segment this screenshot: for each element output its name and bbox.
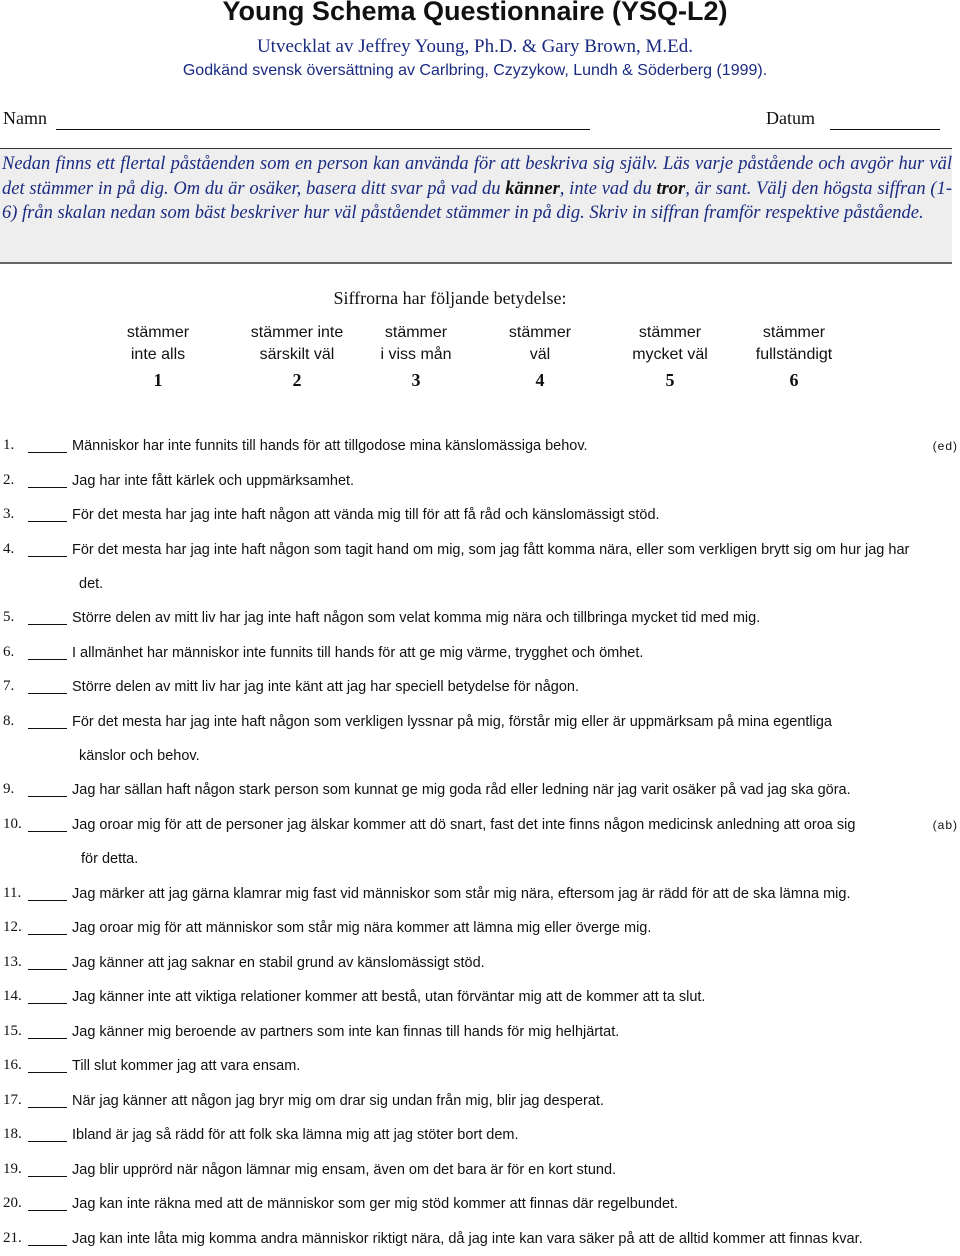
question-number: 15. (3, 1023, 22, 1039)
question-number: 20. (3, 1195, 22, 1211)
question-number: 5. (3, 609, 15, 625)
instructions-text: , är sant. Välj den högsta siffran (1-6) från skalan nedan som bäst beskriver hur väl påståendet stämmer in på dig. Skriv in siffran framför respektive påstående. (2, 178, 953, 223)
answer-blank[interactable] (28, 796, 67, 797)
scale-option (120, 322, 196, 391)
question-text: Jag har inte fått kärlek och uppmärksamhet. (72, 473, 355, 489)
scale-option-number: 5 (665, 370, 675, 390)
question-text: I allmänhet har människor inte funnits till hands för att ge mig värme, trygghet och ömhet. (72, 645, 644, 661)
date-label: Datum (766, 108, 815, 128)
answer-blank[interactable] (28, 969, 67, 970)
question-number: 4. (3, 541, 15, 557)
question-number: 19. (3, 1161, 22, 1177)
scale-option-line1: stämmer inte (250, 324, 344, 341)
instructions-text: , inte vad du (559, 178, 657, 199)
translation-line: Godkänd svensk översättning av Carlbring, Czyzykow, Lundh & Söderberg (1999). (182, 62, 768, 79)
question-text: Jag känner mig beroende av partners som inte kan finnas till hands för mig helhjärtat. (72, 1024, 620, 1040)
instructions-emphasis-feel: känner (505, 178, 560, 199)
question-text: För det mesta har jag inte haft någon som tagit hand om mig, som jag fått komma nära, eller som verkligen brytt sig om hur jag har (72, 542, 910, 558)
scale-option-line2: inte alls (130, 346, 186, 363)
answer-blank[interactable] (28, 452, 67, 453)
answer-blank[interactable] (28, 934, 67, 935)
answer-blank[interactable] (28, 831, 67, 832)
authors-line: Utvecklat av Jeffrey Young, Ph.D. & Gary Brown, M.Ed. (256, 36, 694, 57)
scale-option-line1: stämmer (384, 324, 448, 341)
instructions-rule (0, 148, 952, 149)
scale-option-number: 3 (411, 370, 421, 390)
scale-option-number: 6 (789, 370, 799, 390)
question-text: För det mesta har jag inte haft någon som verkligen lyssnar på mig, förstår mig eller är uppmärksam på mina egentliga (72, 714, 832, 730)
answer-blank[interactable] (28, 1210, 67, 1211)
question-number: 21. (3, 1230, 22, 1246)
question-text-continued: känslor och behov. (79, 748, 200, 764)
question-text: Jag känner inte att viktiga relationer kommer att bestå, utan förväntar mig att de kommer att ta slut. (72, 989, 706, 1005)
instructions-text: Nedan finns ett flertal påståenden som en person kan använda för att beskriva sig själv. Läs varje påstående och avgör hur väl det stämmer in på dig. Om du är osäker, basera ditt svar på vad du (2, 154, 952, 199)
date-input-line[interactable] (830, 129, 940, 130)
question-number: 9. (3, 781, 15, 797)
scale-option-line1: stämmer (126, 324, 190, 341)
answer-blank[interactable] (28, 1072, 67, 1073)
question-text: Jag oroar mig för att de personer jag älskar kommer att dö snart, fast det inte finns någon medicinsk anledning att oroa sig (72, 817, 856, 833)
answer-blank[interactable] (28, 1245, 67, 1246)
answer-blank[interactable] (28, 624, 67, 625)
question-text: När jag känner att någon jag bryr mig om drar sig undan från mig, blir jag desperat. (72, 1093, 604, 1109)
scale-option-line2: särskilt väl (259, 346, 335, 363)
question-text: Till slut kommer jag att vara ensam. (72, 1058, 301, 1074)
question-text: Jag märker att jag gärna klamrar mig fast vid människor som står mig nära, eftersom jag är rädd för att de ska lämna mig. (72, 886, 851, 902)
question-number: 2. (3, 472, 15, 488)
answer-blank[interactable] (28, 1176, 67, 1177)
scale-option-number: 4 (535, 370, 545, 390)
answer-blank[interactable] (28, 556, 67, 557)
question-number: 16. (3, 1057, 22, 1073)
question-text: Jag kan inte räkna med att de människor som ger mig stöd kommer att finnas där regelbundet. (72, 1196, 679, 1212)
schema-tag: (ab) (932, 818, 958, 832)
answer-blank[interactable] (28, 487, 67, 488)
scale-option-line1: stämmer (508, 324, 572, 341)
scale-option-number: 2 (292, 370, 302, 390)
instructions-emphasis-think: tror (656, 178, 686, 199)
page-title: Young Schema Questionnaire (YSQ-L2) (222, 0, 728, 26)
answer-blank[interactable] (28, 900, 67, 901)
scale-option-line1: stämmer (638, 324, 702, 341)
scale-option (626, 322, 714, 391)
question-text-continued: för detta. (81, 851, 139, 867)
scale-option-number: 1 (153, 370, 163, 390)
scale-option (750, 322, 838, 391)
question-text-continued: det. (79, 576, 104, 592)
question-number: 6. (3, 644, 15, 660)
question-text: Människor har inte funnits till hands för att tillgodose mina känslomässiga behov. (72, 438, 588, 454)
question-number: 17. (3, 1092, 22, 1108)
question-text: Jag har sällan haft någon stark person som kunnat ge mig goda råd eller ledning när jag varit osäker på vad jag ska göra. (72, 782, 851, 798)
question-number: 10. (3, 816, 22, 832)
answer-blank[interactable] (28, 1038, 67, 1039)
question-number: 7. (3, 678, 15, 694)
question-number: 1. (3, 437, 15, 453)
question-number: 3. (3, 506, 15, 522)
scale-option-line2: väl (529, 346, 551, 363)
instructions-box (0, 148, 952, 264)
answer-blank[interactable] (28, 728, 67, 729)
answer-blank[interactable] (28, 1141, 67, 1142)
question-number: 12. (3, 919, 22, 935)
scale-option (502, 322, 578, 391)
scale-option (375, 322, 457, 391)
question-text: Jag blir upprörd när någon lämnar mig ensam, även om det bara är för en kort stund. (72, 1162, 617, 1178)
schema-tag: (ed) (932, 439, 958, 453)
question-text: Jag känner att jag saknar en stabil grund av känslomässigt stöd. (72, 955, 485, 971)
question-text: Jag kan inte låta mig komma andra människor riktigt nära, då jag inte kan vara säker på att de alltid kommer att finnas kvar. (72, 1231, 863, 1247)
scale-heading: Siffrorna har följande betydelse: (333, 288, 567, 308)
scale-option-line2: i viss mån (380, 346, 452, 363)
question-number: 13. (3, 954, 22, 970)
question-number: 8. (3, 713, 15, 729)
answer-blank[interactable] (28, 521, 67, 522)
scale-option-line2: fullständigt (755, 346, 833, 363)
scale-option-line2: mycket väl (632, 346, 708, 363)
question-number: 14. (3, 988, 22, 1004)
question-text: Jag oroar mig för att människor som står mig nära kommer att lämna mig eller överge mig. (72, 920, 652, 936)
answer-blank[interactable] (28, 1003, 67, 1004)
answer-blank[interactable] (28, 1107, 67, 1108)
question-text: Större delen av mitt liv har jag inte känt att jag har speciell betydelse för någon. (72, 679, 579, 695)
answer-blank[interactable] (28, 693, 67, 694)
scale-option (247, 322, 347, 391)
question-text: Större delen av mitt liv har jag inte haft någon som velat komma mig nära och tillbringa mycket tid med mig. (72, 610, 761, 626)
name-input-line[interactable] (56, 129, 590, 130)
question-number: 18. (3, 1126, 22, 1142)
scale-option-line1: stämmer (762, 324, 826, 341)
name-label: Namn (3, 108, 47, 128)
answer-blank[interactable] (28, 659, 67, 660)
question-number: 11. (3, 885, 22, 901)
question-text: För det mesta har jag inte haft någon att vända mig till för att få råd och känslomässigt stöd. (72, 507, 660, 523)
question-text: Ibland är jag så rädd för att folk ska lämna mig att jag stöter bort dem. (72, 1127, 519, 1143)
